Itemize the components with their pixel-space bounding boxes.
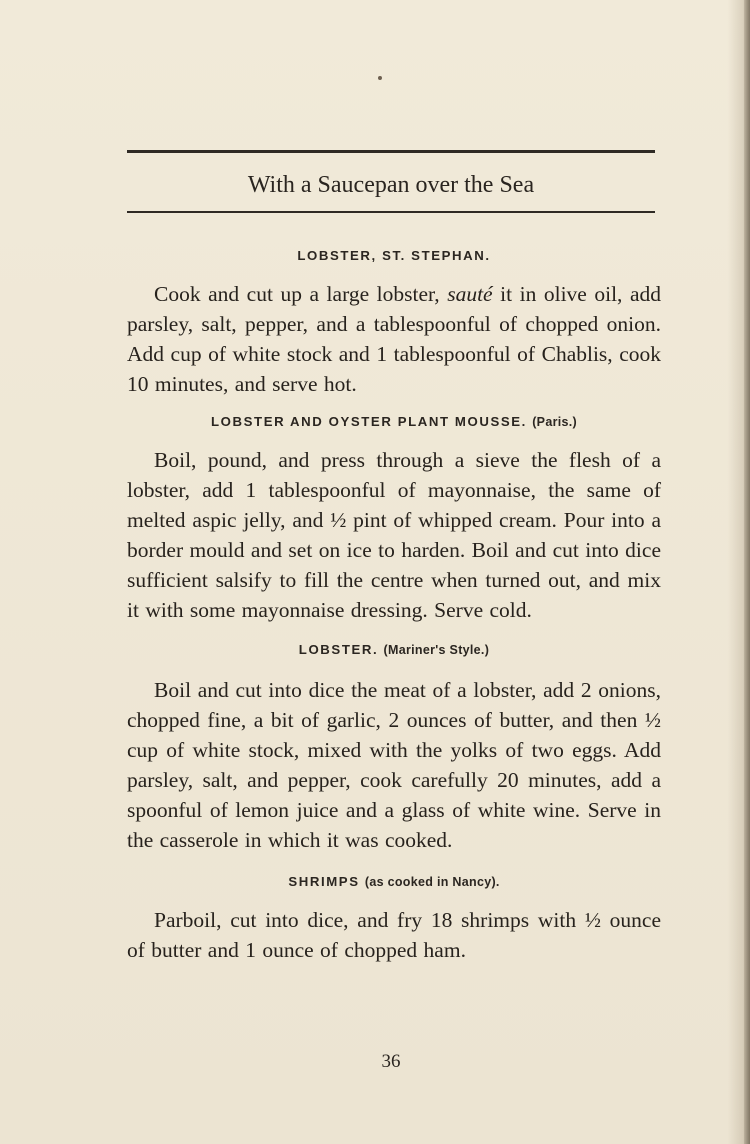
recipe-text: Parboil, cut into dice, and fry 18 shrimps with ½ ounce of butter and 1 ounce of chopped ham. bbox=[127, 908, 661, 962]
recipe-text-part: Cook and cut up a large lobster, bbox=[154, 282, 448, 306]
recipe-note: (as cooked in Nancy). bbox=[364, 875, 500, 889]
recipe-title: LOBSTER, ST. STEPHAN. bbox=[297, 248, 491, 263]
recipe-note: (Mariner's Style.) bbox=[383, 643, 490, 657]
recipe-text: Boil and cut into dice the meat of a lobster, add 2 onions, chopped fine, a bit of garlic, 2 ounces of butter, and then ½ cup of white stock, mixed with the yolks of two eggs. Add parsley, salt, and pepper, cook carefully 20 minutes, add a spoonful of lemon juice and a glass of white wine. Serve in the casserole in which it was cooked. bbox=[127, 678, 661, 852]
recipe-heading bbox=[127, 412, 661, 432]
recipe-text: Boil, pound, and press through a sieve the flesh of a lobster, add 1 tablespoonful of mayonnaise, the same of melted aspic jelly, and ½ pint of whipped cream. Pour into a border mould and set on ice to harden. Boil and cut into dice sufficient salsify to fill the centre when turned out, and mix it with some mayonnaise dressing. Serve cold. bbox=[127, 448, 661, 622]
recipe-note: (Paris.) bbox=[532, 415, 577, 429]
page-edge bbox=[744, 0, 750, 1144]
recipe-text-part: it in olive oil, add parsley, salt, pepper, and a tablespoonful of chopped onion. Add cup of white stock and 1 tablespoonful of Chablis, cook 10 minutes, and serve hot. bbox=[127, 282, 661, 396]
recipe-heading bbox=[127, 246, 661, 266]
ink-speck bbox=[378, 76, 382, 80]
recipe-heading bbox=[127, 640, 661, 660]
page-content bbox=[127, 246, 661, 965]
recipe-text bbox=[127, 279, 661, 399]
recipe-title: LOBSTER AND OYSTER PLANT MOUSSE. bbox=[211, 414, 527, 429]
recipe-title: LOBSTER. bbox=[298, 642, 379, 657]
page-number: 36 bbox=[381, 1051, 401, 1072]
recipe-title: SHRIMPS bbox=[288, 874, 360, 889]
running-head: With a Saucepan over the Sea bbox=[247, 172, 535, 198]
recipe-italic-word: sauté bbox=[447, 282, 493, 306]
header-rule-bottom bbox=[127, 211, 655, 213]
header-rule-top bbox=[127, 150, 655, 153]
recipe-heading bbox=[127, 872, 661, 892]
